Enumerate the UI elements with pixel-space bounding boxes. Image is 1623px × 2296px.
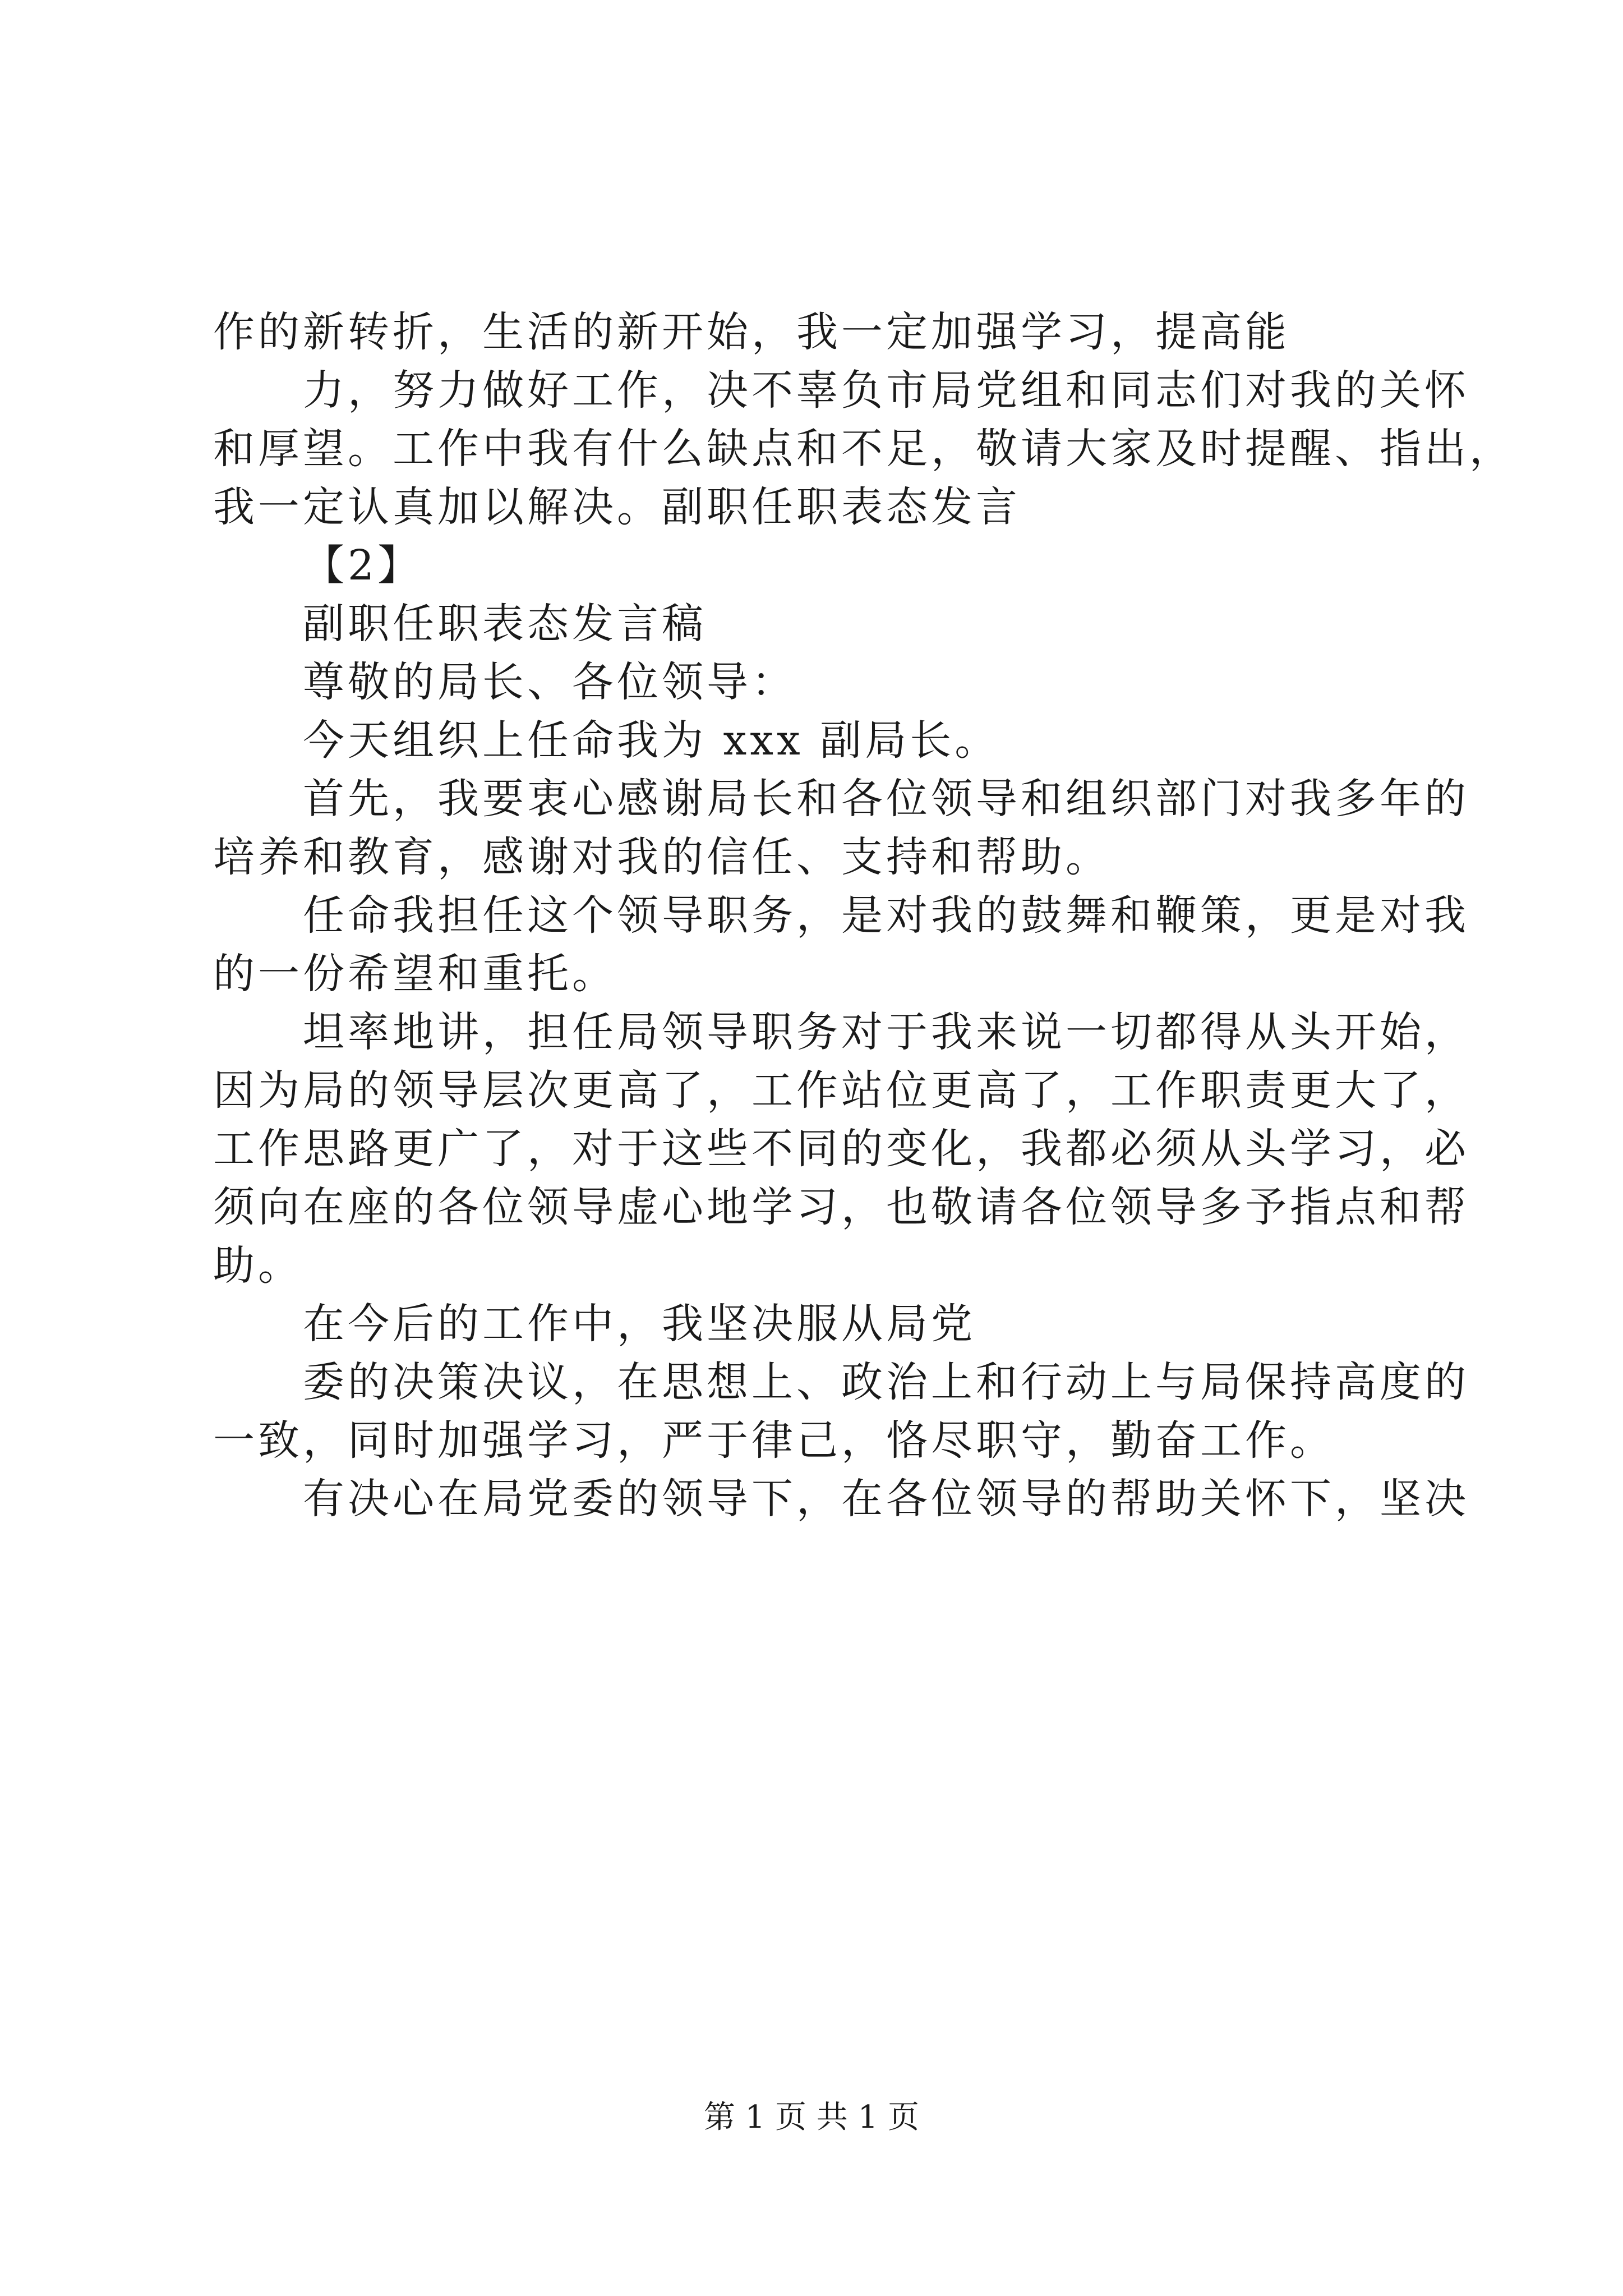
text-line: 的一份希望和重托。 <box>213 950 617 998</box>
text-line: 须向在座的各位领导虚心地学习，也敬请各位领导多予指点和帮 <box>213 1183 1469 1231</box>
text-line: 有决心在局党委的领导下，在各位领导的帮助关怀下，坚决 <box>303 1475 1469 1523</box>
section-number: 【2】 <box>303 541 423 590</box>
section-title: 副职任职表态发言稿 <box>303 600 707 648</box>
text-line: 首先，我要衷心感谢局长和各位领导和组织部门对我多年的 <box>303 775 1469 823</box>
text-line: 培养和教育，感谢对我的信任、支持和帮助。 <box>213 833 1110 881</box>
text-line: 今天组织上任命我为 xxx 副局长。 <box>303 716 1000 765</box>
text-line: 和厚望。工作中我有什么缺点和不足，敬请大家及时提醒、指出， <box>213 425 1514 473</box>
document-body <box>213 303 1514 1528</box>
text-line: 委的决策决议，在思想上、政治上和行动上与局保持高度的 <box>303 1358 1469 1406</box>
text-line: 一致，同时加强学习，严于律己，恪尽职守，勤奋工作。 <box>213 1416 1335 1465</box>
text-line: 坦率地讲，担任局领导职务对于我来说一切都得从头开始， <box>303 1008 1469 1056</box>
text-line: 任命我担任这个领导职务，是对我的鼓舞和鞭策，更是对我 <box>303 891 1469 940</box>
text-line: 力，努力做好工作，决不辜负市局党组和同志们对我的关怀 <box>303 366 1469 415</box>
text-line: 工作思路更广了，对于这些不同的变化，我都必须从头学习，必 <box>213 1125 1469 1173</box>
text-line: 因为局的领导层次更高了，工作站位更高了，工作职责更大了， <box>213 1066 1469 1115</box>
text-line: 助。 <box>213 1241 303 1290</box>
text-line: 在今后的工作中，我坚决服从局党 <box>303 1300 976 1348</box>
page-number-label: 第 1 页 共 1 页 <box>703 2099 920 2136</box>
page-footer <box>0 2098 1623 2137</box>
text-line: 作的新转折，生活的新开始，我一定加强学习，提高能 <box>213 308 1290 356</box>
text-line: 我一定认真加以解决。副职任职表态发言 <box>213 483 1021 531</box>
salutation: 尊敬的局长、各位领导： <box>303 658 796 706</box>
